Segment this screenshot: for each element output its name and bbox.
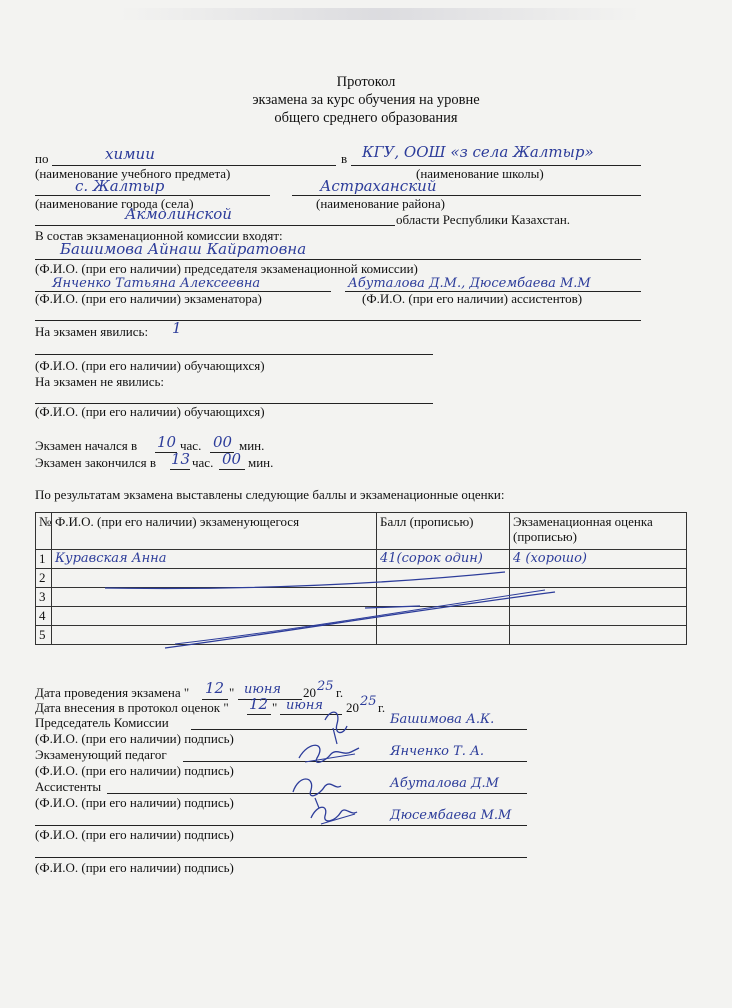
- end-min-value: 00: [222, 450, 242, 468]
- row-num: 2: [36, 569, 52, 588]
- extra-sign-line: [35, 857, 527, 858]
- scan-artifact: [120, 8, 640, 20]
- appeared-label: На экзамен явились:: [35, 324, 149, 339]
- label-po: по: [35, 151, 49, 166]
- district-caption: (наименование района): [316, 196, 445, 211]
- extra-line: [35, 320, 641, 321]
- assistant1-sign-caption: (Ф.И.О. (при его наличии) подпись): [35, 795, 234, 810]
- header-num: №: [36, 513, 52, 550]
- subject-caption: (наименование учебного предмета): [35, 166, 231, 181]
- exam-year-prefix: 20: [303, 685, 316, 700]
- exam-date-label: Дата проведения экзамена ": [35, 685, 190, 700]
- doc-title: Протокол: [336, 74, 396, 90]
- city-caption: (наименование города (села): [35, 196, 194, 211]
- chair-sign-label: Председатель Комиссии: [35, 715, 169, 730]
- entry-year-value: 25: [360, 694, 377, 709]
- assistant2-sign-line: [35, 825, 527, 826]
- start-label: Экзамен начался в: [35, 438, 138, 453]
- entry-day-value: 12: [249, 695, 269, 713]
- chair-value: Башимова Айнаш Кайратовна: [60, 240, 307, 258]
- end-hour-line: [170, 469, 190, 470]
- region-suffix: области Республики Казахстан.: [396, 212, 571, 227]
- city-value: с. Жалтыр: [75, 177, 165, 195]
- start-hour-value: 10: [157, 433, 177, 451]
- end-hour-value: 13: [171, 450, 191, 468]
- entry-date-label: Дата внесения в протокол оценок ": [35, 700, 229, 715]
- examiner-sign-caption: (Ф.И.О. (при его наличии) подпись): [35, 763, 234, 778]
- appeared-line: [35, 354, 433, 355]
- row-num: 3: [36, 588, 52, 607]
- assistant2-sign-caption: (Ф.И.О. (при его наличии) подпись): [35, 827, 234, 842]
- exam-day-value: 12: [205, 679, 225, 697]
- chair-sign-caption: (Ф.И.О. (при его наличии) подпись): [35, 731, 234, 746]
- examiner-caption: (Ф.И.О. (при его наличии) экзаменатора): [35, 291, 262, 306]
- start-hour-unit: час.: [180, 438, 202, 453]
- region-line: [35, 225, 395, 226]
- entry-year-prefix: 20: [346, 700, 359, 715]
- school-value: КГУ, ООШ «з села Жалтыр»: [362, 143, 594, 161]
- row-num: 1: [36, 550, 52, 569]
- row-num: 4: [36, 607, 52, 626]
- examiner-sign-label: Экзаменующий педагог: [35, 747, 167, 762]
- not-appeared-caption: (Ф.И.О. (при его наличии) обучающихся): [35, 404, 265, 419]
- exam-year-value: 25: [317, 679, 334, 694]
- assistants-sign-label: Ассистенты: [35, 779, 102, 794]
- examiner-value: Янченко Татьяна Алексеевна: [52, 276, 261, 291]
- exam-year-suffix: г.: [336, 685, 344, 700]
- results-intro: По результатам экзамена выставлены следующие баллы и экзаменационные оценки:: [35, 487, 505, 502]
- commission-intro: В состав экзаменационной комиссии входят:: [35, 228, 283, 243]
- row-name: Куравская Анна: [52, 550, 377, 569]
- cross-out-strokes: [35, 560, 686, 670]
- region-value: Акмолинской: [125, 205, 232, 223]
- entry-year-suffix: г.: [378, 700, 386, 715]
- signature-scribbles: [285, 700, 385, 835]
- header-name: Ф.И.О. (при его наличии) экзаменующегося: [52, 513, 377, 550]
- doc-subtitle-1: экзамена за курс обучения на уровне: [252, 92, 480, 108]
- assistant2-sign-value: Дюсембаева М.М: [390, 808, 512, 823]
- entry-month-value: июня: [286, 698, 323, 713]
- assistant1-sign-value: Абуталова Д.М: [390, 776, 499, 791]
- start-min-unit: мин.: [239, 438, 265, 453]
- examiner-sign-value: Янченко Т. А.: [390, 744, 485, 759]
- exam-date-quote: ": [229, 685, 235, 700]
- end-hour-unit: час.: [192, 455, 214, 470]
- chair-caption: (Ф.И.О. (при его наличии) председателя экзаменационной комиссии): [35, 261, 418, 276]
- row-grade: 4 (хорошо): [510, 550, 687, 569]
- entry-date-quote: ": [272, 700, 278, 715]
- start-min-value: 00: [213, 433, 233, 451]
- subject-value: химии: [105, 145, 155, 163]
- appeared-value: 1: [172, 319, 182, 337]
- table-header-row: [36, 513, 687, 550]
- end-min-unit: мин.: [248, 455, 274, 470]
- chair-sign-value: Башимова А.К.: [390, 712, 495, 727]
- assistants-caption: (Ф.И.О. (при его наличии) ассистентов): [362, 291, 583, 306]
- end-label: Экзамен закончился в: [35, 455, 156, 470]
- header-score: Балл (прописью): [377, 513, 510, 550]
- school-caption: (наименование школы): [416, 166, 544, 181]
- assistants-value: Абуталова Д.М., Дюсембаева М.М: [348, 276, 591, 291]
- row-num: 5: [36, 626, 52, 645]
- extra-sign-caption: (Ф.И.О. (при его наличии) подпись): [35, 860, 234, 875]
- exam-month-value: июня: [244, 682, 281, 697]
- not-appeared-label: На экзамен не явились:: [35, 374, 165, 389]
- entry-day-line: [247, 714, 271, 715]
- end-min-line: [219, 469, 245, 470]
- label-v: в: [341, 151, 348, 166]
- header-grade: Экзаменационная оценка (прописью): [510, 513, 687, 550]
- doc-subtitle-2: общего среднего образования: [274, 110, 458, 126]
- appeared-caption: (Ф.И.О. (при его наличии) обучающихся): [35, 358, 265, 373]
- chair-line: [35, 259, 641, 260]
- district-value: Астраханский: [320, 177, 437, 195]
- row-score: 41(сорок один): [377, 550, 510, 569]
